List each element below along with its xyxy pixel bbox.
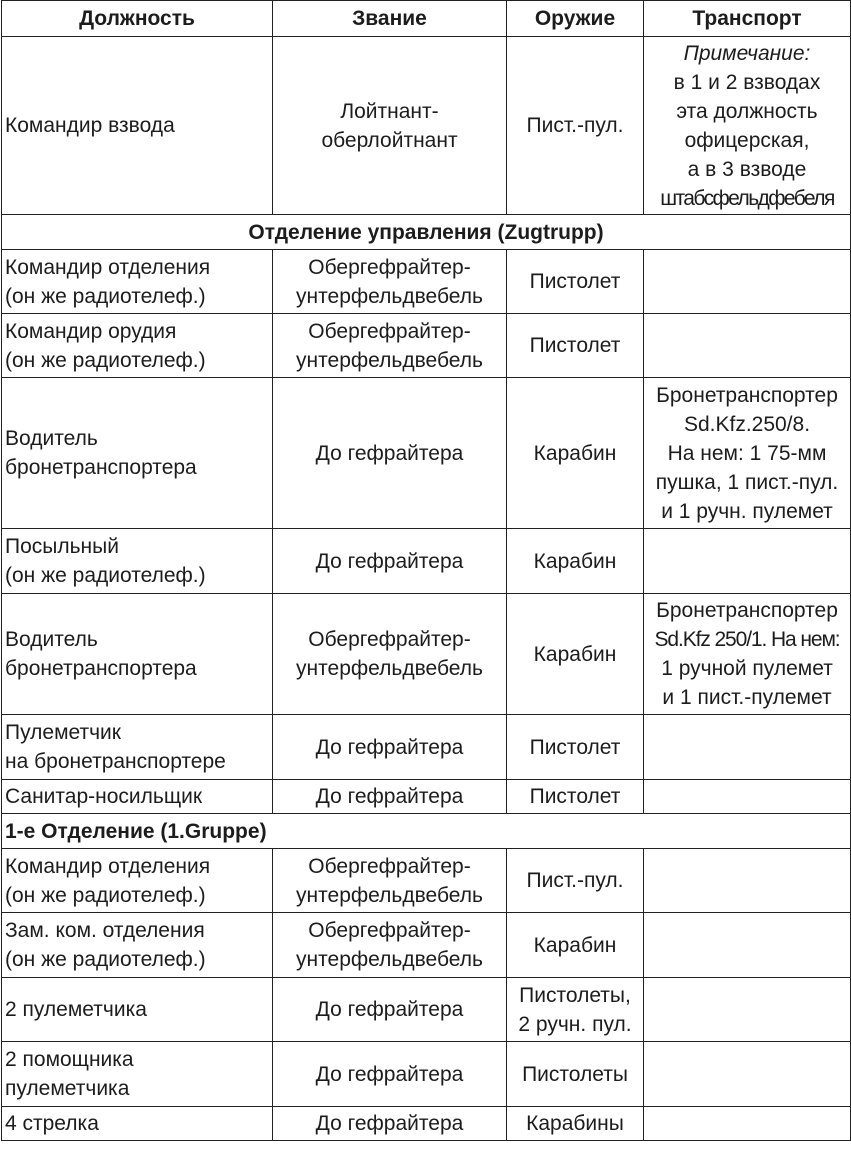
cell-line: 2 пулеметчика — [5, 998, 147, 1021]
header-weapon: Оружие — [507, 1, 644, 37]
table-row — [2, 250, 851, 314]
table-row — [2, 594, 851, 715]
cell-line: Лойтнант- — [340, 99, 439, 123]
cell-line: (он же радиотелеф.) — [5, 284, 206, 308]
table-row — [2, 978, 851, 1042]
transport-cell — [644, 1107, 851, 1141]
rank-cell — [273, 1107, 507, 1141]
transport-cell — [644, 250, 851, 314]
weapon-cell — [507, 913, 644, 978]
cell-line: унтерфельдвебель — [296, 657, 483, 680]
transport-cell — [644, 715, 851, 780]
cell-line: Карабины — [526, 1112, 624, 1135]
cell-line: а в 3 взводе — [687, 157, 807, 181]
cell-line: На нем: 1 75-мм — [667, 441, 827, 465]
cell-line: До гефрайтера — [315, 998, 464, 1021]
cell-line: Командир отделения — [5, 255, 211, 279]
cell-line: унтерфельдвебель — [296, 883, 483, 907]
rank-cell — [273, 780, 507, 814]
cell-line: Водитель — [5, 427, 98, 450]
table-row — [2, 314, 851, 378]
weapon-cell — [507, 314, 644, 378]
cell-line: унтерфельдвебель — [296, 948, 483, 971]
table-row — [2, 849, 851, 913]
cell-line: Пистолет — [529, 785, 621, 808]
section-row — [2, 215, 851, 250]
cell-line: Обергефрайтер- — [308, 319, 471, 343]
cell-line: Санитар-носильщик — [5, 785, 203, 808]
rank-cell — [273, 37, 507, 215]
cell-line: До гефрайтера — [315, 441, 464, 465]
cell-line: До гефрайтера — [315, 785, 464, 808]
position-cell — [2, 594, 273, 715]
cell-line: Sd.Kfz.250/8. — [683, 412, 811, 436]
position-cell — [2, 1042, 273, 1107]
position-cell — [2, 378, 273, 529]
cell-line: Пистолет — [529, 270, 621, 293]
position-cell — [2, 715, 273, 780]
weapon-cell — [507, 378, 644, 529]
staff-table — [1, 0, 851, 1141]
cell-line: Примечание: — [683, 41, 811, 65]
cell-line: штабсфельдфебеля — [660, 186, 834, 210]
cell-line: Бронетранспортер — [656, 599, 838, 622]
cell-line: пулеметчика — [5, 1077, 130, 1100]
cell-line: офицерская, — [684, 128, 810, 152]
rank-cell — [273, 250, 507, 314]
transport-cell — [644, 1042, 851, 1107]
cell-line: Обергефрайтер- — [308, 628, 471, 651]
rank-cell — [273, 1042, 507, 1107]
position-cell — [2, 37, 273, 215]
cell-line: унтерфельдвебель — [296, 348, 483, 372]
table-row — [2, 529, 851, 594]
cell-line: Зам. ком. отделения — [5, 919, 205, 942]
rank-cell — [273, 715, 507, 780]
weapon-cell — [507, 529, 644, 594]
table-row — [2, 1107, 851, 1141]
cell-line: Sd.Kfz 250/1. На нем: — [654, 628, 840, 651]
position-cell — [2, 250, 273, 314]
rank-cell — [273, 594, 507, 715]
weapon-cell — [507, 780, 644, 814]
cell-line: Карабин — [533, 549, 617, 573]
cell-line: Пист.-пул. — [526, 114, 624, 137]
weapon-cell — [507, 1107, 644, 1141]
header-rank: Звание — [273, 1, 507, 37]
transport-cell — [644, 37, 851, 215]
cell-line: Командир взвода — [5, 114, 175, 137]
weapon-cell — [507, 715, 644, 780]
header-row — [2, 1, 851, 37]
cell-line: бронетранспортера — [5, 657, 197, 680]
table-row — [2, 1042, 851, 1107]
cell-line: Обергефрайтер- — [308, 919, 471, 942]
transport-cell — [644, 780, 851, 814]
cell-line: бронетранспортера — [5, 456, 197, 479]
cell-line: и 1 ручн. пулемет — [661, 499, 833, 523]
cell-line: (он же радиотелеф.) — [5, 348, 206, 372]
cell-line: Обергефрайтер- — [308, 854, 471, 878]
header-position: Должность — [2, 1, 273, 37]
cell-line: До гефрайтера — [315, 1112, 464, 1135]
weapon-cell — [507, 1042, 644, 1107]
cell-line: (он же радиотелеф.) — [5, 948, 206, 971]
cell-line: 2 помощника — [5, 1048, 134, 1071]
position-cell — [2, 1107, 273, 1141]
cell-line: Командир отделения — [5, 854, 211, 878]
cell-line: Командир орудия — [5, 319, 177, 343]
cell-line: Карабин — [533, 642, 617, 666]
cell-line: унтерфельдвебель — [296, 284, 483, 308]
cell-line: До гефрайтера — [315, 1062, 464, 1086]
table-body — [2, 37, 851, 1141]
position-cell — [2, 849, 273, 913]
cell-line: и 1 пист.-пулемет — [662, 686, 832, 709]
cell-line: Пистолет — [529, 735, 621, 759]
rank-cell — [273, 978, 507, 1042]
cell-line: оберлойтнант — [321, 128, 458, 152]
cell-line: Пист.-пул. — [526, 869, 624, 892]
table-row — [2, 378, 851, 529]
cell-line: на бронетранспортере — [5, 750, 226, 773]
transport-cell — [644, 849, 851, 913]
transport-cell — [644, 978, 851, 1042]
rank-cell — [273, 849, 507, 913]
table-row — [2, 37, 851, 215]
rank-cell — [273, 314, 507, 378]
cell-line: пушка, 1 пист.-пул. — [655, 470, 839, 494]
weapon-cell — [507, 37, 644, 215]
cell-line: Пистолет — [529, 334, 621, 357]
table-row — [2, 913, 851, 978]
cell-line: Пистолеты — [522, 1062, 628, 1086]
transport-cell — [644, 378, 851, 529]
weapon-cell — [507, 978, 644, 1042]
cell-line: 2 ручн. пул. — [518, 1012, 632, 1036]
cell-line: Обергефрайтер- — [308, 255, 471, 279]
rank-cell — [273, 529, 507, 594]
cell-line: До гефрайтера — [315, 549, 464, 573]
table-row — [2, 715, 851, 780]
cell-line: 1 ручной пулемет — [661, 657, 833, 680]
transport-cell — [644, 913, 851, 978]
rank-cell — [273, 913, 507, 978]
weapon-cell — [507, 594, 644, 715]
cell-line: Карабин — [533, 441, 617, 465]
cell-line: (он же радиотелеф.) — [5, 883, 206, 907]
transport-cell — [644, 314, 851, 378]
cell-line: эта должность — [676, 99, 818, 123]
position-cell — [2, 978, 273, 1042]
table-row — [2, 780, 851, 814]
section-title: Отделение управления (Zugtrupp) — [2, 215, 851, 250]
transport-cell — [644, 594, 851, 715]
section-row — [2, 814, 851, 849]
cell-line: Карабин — [533, 933, 617, 957]
cell-line: (он же радиотелеф.) — [5, 564, 206, 587]
cell-line: в 1 и 2 взводах — [673, 70, 821, 94]
position-cell — [2, 780, 273, 814]
cell-line: До гефрайтера — [315, 735, 464, 759]
weapon-cell — [507, 849, 644, 913]
cell-line: Пулеметчик — [5, 721, 121, 744]
section-title: 1-е Отделение (1.Gruppe) — [2, 814, 851, 849]
cell-line: Пистолеты, — [519, 983, 631, 1007]
header-transport: Транспорт — [644, 1, 851, 37]
position-cell — [2, 314, 273, 378]
cell-line: Посыльный — [5, 535, 119, 558]
cell-line: Водитель — [5, 628, 98, 651]
transport-cell — [644, 529, 851, 594]
position-cell — [2, 529, 273, 594]
cell-line: Бронетранспортер — [656, 383, 838, 407]
weapon-cell — [507, 250, 644, 314]
cell-line: 4 стрелка — [5, 1112, 99, 1135]
position-cell — [2, 913, 273, 978]
rank-cell — [273, 378, 507, 529]
